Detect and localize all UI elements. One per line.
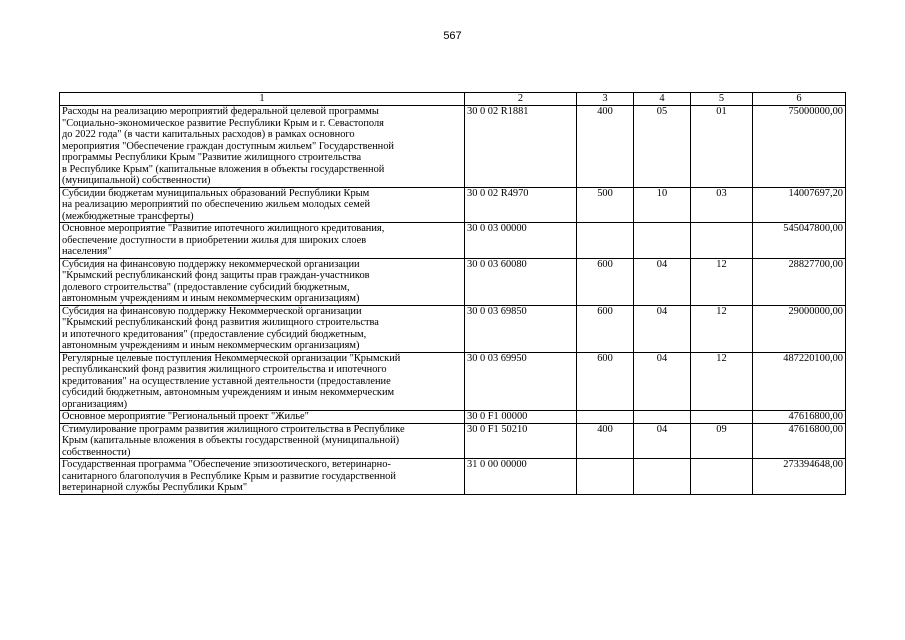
column-header: 2 (465, 93, 577, 106)
expense-type-cell: 600 (577, 352, 634, 411)
amount-cell: 487220100,00 (753, 352, 846, 411)
column-header: 4 (634, 93, 691, 106)
expense-name-cell: Субсидия на финансовую поддержку некоммерческой организации "Крымский республиканский фонд защиты прав граждан-участников долевого строительства" (предоставление субсидий бюджетным, автономным учреждениям и иным некоммерческим организациям) (60, 258, 465, 305)
section-cell: 04 (634, 258, 691, 305)
expense-name-cell: Стимулирование программ развития жилищного строительства в Республике Крым (капитальные вложения в объекты государственной (муниципальной) собственности) (60, 423, 465, 459)
column-header: 1 (60, 93, 465, 106)
expense-type-cell (577, 223, 634, 259)
table-row (60, 223, 846, 259)
expense-name-cell: Регулярные целевые поступления Некоммерческой организации "Крымский республиканский фонд развития жилищного строительства и ипотечного кредитования" на осуществление уставной деятельности (предоставление субсидий бюджетным, автономным учреждениям и иным некоммерческим организациям) (60, 352, 465, 411)
amount-cell: 545047800,00 (753, 223, 846, 259)
expense-name-cell: Основное мероприятие "Региональный проект "Жилье" (60, 411, 465, 424)
table-row (60, 459, 846, 495)
expense-type-cell (577, 459, 634, 495)
expense-name-cell: Субсидия на финансовую поддержку Некоммерческой организации "Крымский республиканский фонд развития жилищного строительства и ипотечного кредитования" (предоставление субсидий бюджетным, автономным учреждениям и иным некоммерческим организациям) (60, 305, 465, 352)
target-code-cell: 30 0 F1 50210 (465, 423, 577, 459)
budget-table (59, 92, 846, 495)
section-cell (634, 411, 691, 424)
subsection-cell: 12 (691, 258, 753, 305)
section-cell (634, 459, 691, 495)
target-code-cell: 30 0 03 69950 (465, 352, 577, 411)
subsection-cell: 12 (691, 305, 753, 352)
section-cell (634, 223, 691, 259)
section-cell: 05 (634, 106, 691, 188)
target-code-cell: 30 0 02 R4970 (465, 187, 577, 223)
expense-name-cell: Основное мероприятие "Развитие ипотечного жилищного кредитования, обеспечение доступности в приобретении жилья для широких слоев населения" (60, 223, 465, 259)
column-header: 6 (753, 93, 846, 106)
amount-cell: 28827700,00 (753, 258, 846, 305)
section-cell: 04 (634, 423, 691, 459)
amount-cell: 273394648,00 (753, 459, 846, 495)
amount-cell: 47616800,00 (753, 423, 846, 459)
table-row (60, 411, 846, 424)
table-row (60, 423, 846, 459)
expense-type-cell: 600 (577, 305, 634, 352)
table-row (60, 352, 846, 411)
table-header-row (60, 93, 846, 106)
target-code-cell: 30 0 02 R1881 (465, 106, 577, 188)
target-code-cell: 30 0 03 00000 (465, 223, 577, 259)
section-cell: 04 (634, 305, 691, 352)
column-header: 5 (691, 93, 753, 106)
subsection-cell: 03 (691, 187, 753, 223)
target-code-cell: 31 0 00 00000 (465, 459, 577, 495)
column-header: 3 (577, 93, 634, 106)
subsection-cell: 09 (691, 423, 753, 459)
subsection-cell (691, 459, 753, 495)
table-row (60, 258, 846, 305)
section-cell: 10 (634, 187, 691, 223)
target-code-cell: 30 0 03 60080 (465, 258, 577, 305)
expense-type-cell: 500 (577, 187, 634, 223)
table-row (60, 106, 846, 188)
page-number: 567 (443, 30, 462, 42)
target-code-cell: 30 0 03 69850 (465, 305, 577, 352)
subsection-cell: 01 (691, 106, 753, 188)
table-row (60, 305, 846, 352)
table-row (60, 187, 846, 223)
target-code-cell: 30 0 F1 00000 (465, 411, 577, 424)
expense-type-cell: 400 (577, 423, 634, 459)
expense-type-cell (577, 411, 634, 424)
expense-type-cell: 400 (577, 106, 634, 188)
subsection-cell (691, 411, 753, 424)
subsection-cell (691, 223, 753, 259)
amount-cell: 47616800,00 (753, 411, 846, 424)
expense-name-cell: Расходы на реализацию мероприятий федеральной целевой программы "Социально-экономическое развитие Республики Крым и г. Севастополя до 2022 года" (в части капитальных расходов) в рамках основного мероприятия "Обеспечение граждан доступным жильем" Государственной программы Республики Крым "Развитие жилищного строительства в Республике Крым" (капитальные вложения в объекты государственной (муниципальной) собственности) (60, 106, 465, 188)
section-cell: 04 (634, 352, 691, 411)
expense-name-cell: Государственная программа "Обеспечение эпизоотического, ветеринарно- санитарного благополучия в Республике Крым и развитие государственной ветеринарной службы Республики Крым" (60, 459, 465, 495)
subsection-cell: 12 (691, 352, 753, 411)
expense-type-cell: 600 (577, 258, 634, 305)
amount-cell: 29000000,00 (753, 305, 846, 352)
amount-cell: 14007697,20 (753, 187, 846, 223)
expense-name-cell: Субсидии бюджетам муниципальных образований Республики Крым на реализацию мероприятий по обеспечению жильем молодых семей (межбюджетные трансферты) (60, 187, 465, 223)
amount-cell: 75000000,00 (753, 106, 846, 188)
